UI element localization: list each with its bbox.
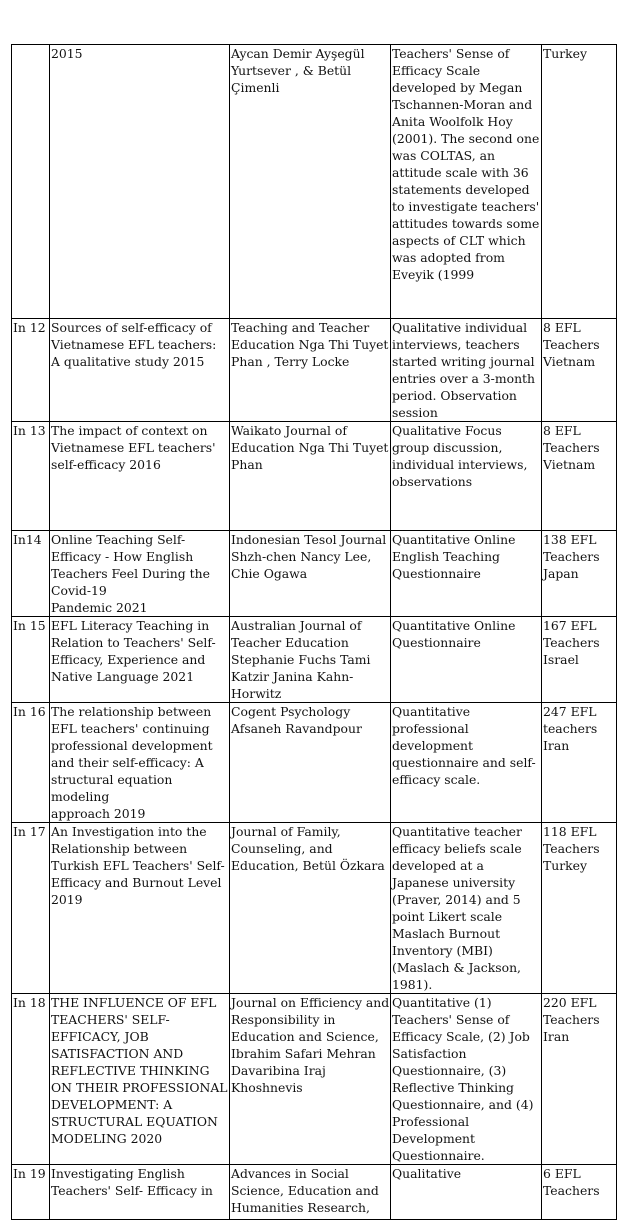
- study-number: In14: [12, 531, 50, 617]
- participants-country: 247 EFL teachers Iran: [542, 703, 617, 823]
- study-number: In 15: [12, 617, 50, 703]
- source-and-authors: Teaching and Teacher Education Nga Thi Tuyet Phan , Terry Locke: [230, 319, 391, 422]
- table-row: [12, 994, 617, 1165]
- source-and-authors: Australian Journal of Teacher Education Stephanie Fuchs Tami Katzir Janina Kahn-Horwitz: [230, 617, 391, 703]
- source-and-authors: Journal of Family, Counseling, and Education, Betül Özkara: [230, 823, 391, 994]
- method-and-instrument: Quantitative teacher efficacy beliefs scale developed at a Japanese university (Praver, 2014) and 5 point Likert scale Maslach Burnout Inventory (MBI) (Maslach & Jackson, 1981).: [391, 823, 542, 994]
- study-title: THE INFLUENCE OF EFL TEACHERS' SELF-EFFICACY, JOB SATISFACTION AND REFLECTIVE THINKING ON THEIR PROFESSIONAL DEVELOPMENT: A STRUCTURAL EQUATION MODELING 2020: [50, 994, 230, 1165]
- method-and-instrument: Quantitative Online English Teaching Questionnaire: [391, 531, 542, 617]
- source-and-authors: Journal on Efficiency and Responsibility in Education and Science, Ibrahim Safari Mehran Davaribina Iraj Khoshnevis: [230, 994, 391, 1165]
- study-title: The relationship between EFL teachers' continuing professional development and their self-efficacy: A structural equation modeling approach 2019: [50, 703, 230, 823]
- participants-country: 6 EFL Teachers: [542, 1165, 617, 1220]
- method-and-instrument: Quantitative professional development questionnaire and self-efficacy scale.: [391, 703, 542, 823]
- study-title: Sources of self-efficacy of Vietnamese EFL teachers: A qualitative study 2015: [50, 319, 230, 422]
- study-title: The impact of context on Vietnamese EFL teachers' self-efficacy 2016: [50, 422, 230, 531]
- participants-country: 138 EFL Teachers Japan: [542, 531, 617, 617]
- method-and-instrument: Teachers' Sense of Efficacy Scale developed by Megan Tschannen-Moran and Anita Woolfolk Hoy (2001). The second one was COLTAS, an attitude scale with 36 statements developed to investigate teachers' attitudes towards some aspects of CLT which was adopted from Eveyik (1999: [391, 45, 542, 319]
- study-number: In 12: [12, 319, 50, 422]
- table-row: [12, 823, 617, 994]
- literature-table: [11, 44, 617, 1220]
- method-and-instrument: Quantitative Online Questionnaire: [391, 617, 542, 703]
- study-title: An Investigation into the Relationship between Turkish EFL Teachers' Self- Efficacy and Burnout Level 2019: [50, 823, 230, 994]
- source-and-authors: Waikato Journal of Education Nga Thi Tuyet Phan: [230, 422, 391, 531]
- table-row: [12, 531, 617, 617]
- study-title: Online Teaching Self-Efficacy - How English Teachers Feel During the Covid-19 Pandemic 2021: [50, 531, 230, 617]
- study-title: Investigating English Teachers' Self- Efficacy in: [50, 1165, 230, 1220]
- participants-country: 8 EFL Teachers Vietnam: [542, 319, 617, 422]
- study-number: In 13: [12, 422, 50, 531]
- source-and-authors: Cogent Psychology Afsaneh Ravandpour: [230, 703, 391, 823]
- participants-country: Turkey: [542, 45, 617, 319]
- method-and-instrument: Qualitative individual interviews, teachers started writing journal entries over a 3-month period. Observation session: [391, 319, 542, 422]
- table-row: [12, 1165, 617, 1220]
- table-row: [12, 319, 617, 422]
- method-and-instrument: Quantitative (1) Teachers' Sense of Efficacy Scale, (2) Job Satisfaction Questionnaire, (3) Reflective Thinking Questionnaire, and (4) Professional Development Questionnaire.: [391, 994, 542, 1165]
- table-row: [12, 422, 617, 531]
- participants-country: 220 EFL Teachers Iran: [542, 994, 617, 1165]
- study-title: 2015: [50, 45, 230, 319]
- source-and-authors: Indonesian Tesol Journal Shzh-chen Nancy Lee, Chie Ogawa: [230, 531, 391, 617]
- method-and-instrument: Qualitative Focus group discussion, individual interviews, observations: [391, 422, 542, 531]
- participants-country: 167 EFL Teachers Israel: [542, 617, 617, 703]
- study-number: In 17: [12, 823, 50, 994]
- study-title: EFL Literacy Teaching in Relation to Teachers' Self-Efficacy, Experience and Native Language 2021: [50, 617, 230, 703]
- study-number: [12, 45, 50, 319]
- participants-country: 8 EFL Teachers Vietnam: [542, 422, 617, 531]
- table-row: [12, 703, 617, 823]
- study-number: In 19: [12, 1165, 50, 1220]
- study-number: In 16: [12, 703, 50, 823]
- table-row: [12, 45, 617, 319]
- method-and-instrument: Qualitative: [391, 1165, 542, 1220]
- study-number: In 18: [12, 994, 50, 1165]
- participants-country: 118 EFL Teachers Turkey: [542, 823, 617, 994]
- table-row: [12, 617, 617, 703]
- source-and-authors: Advances in Social Science, Education and Humanities Research,: [230, 1165, 391, 1220]
- source-and-authors: Aycan Demir Ayşegül Yurtsever , & Betül Çimenli: [230, 45, 391, 319]
